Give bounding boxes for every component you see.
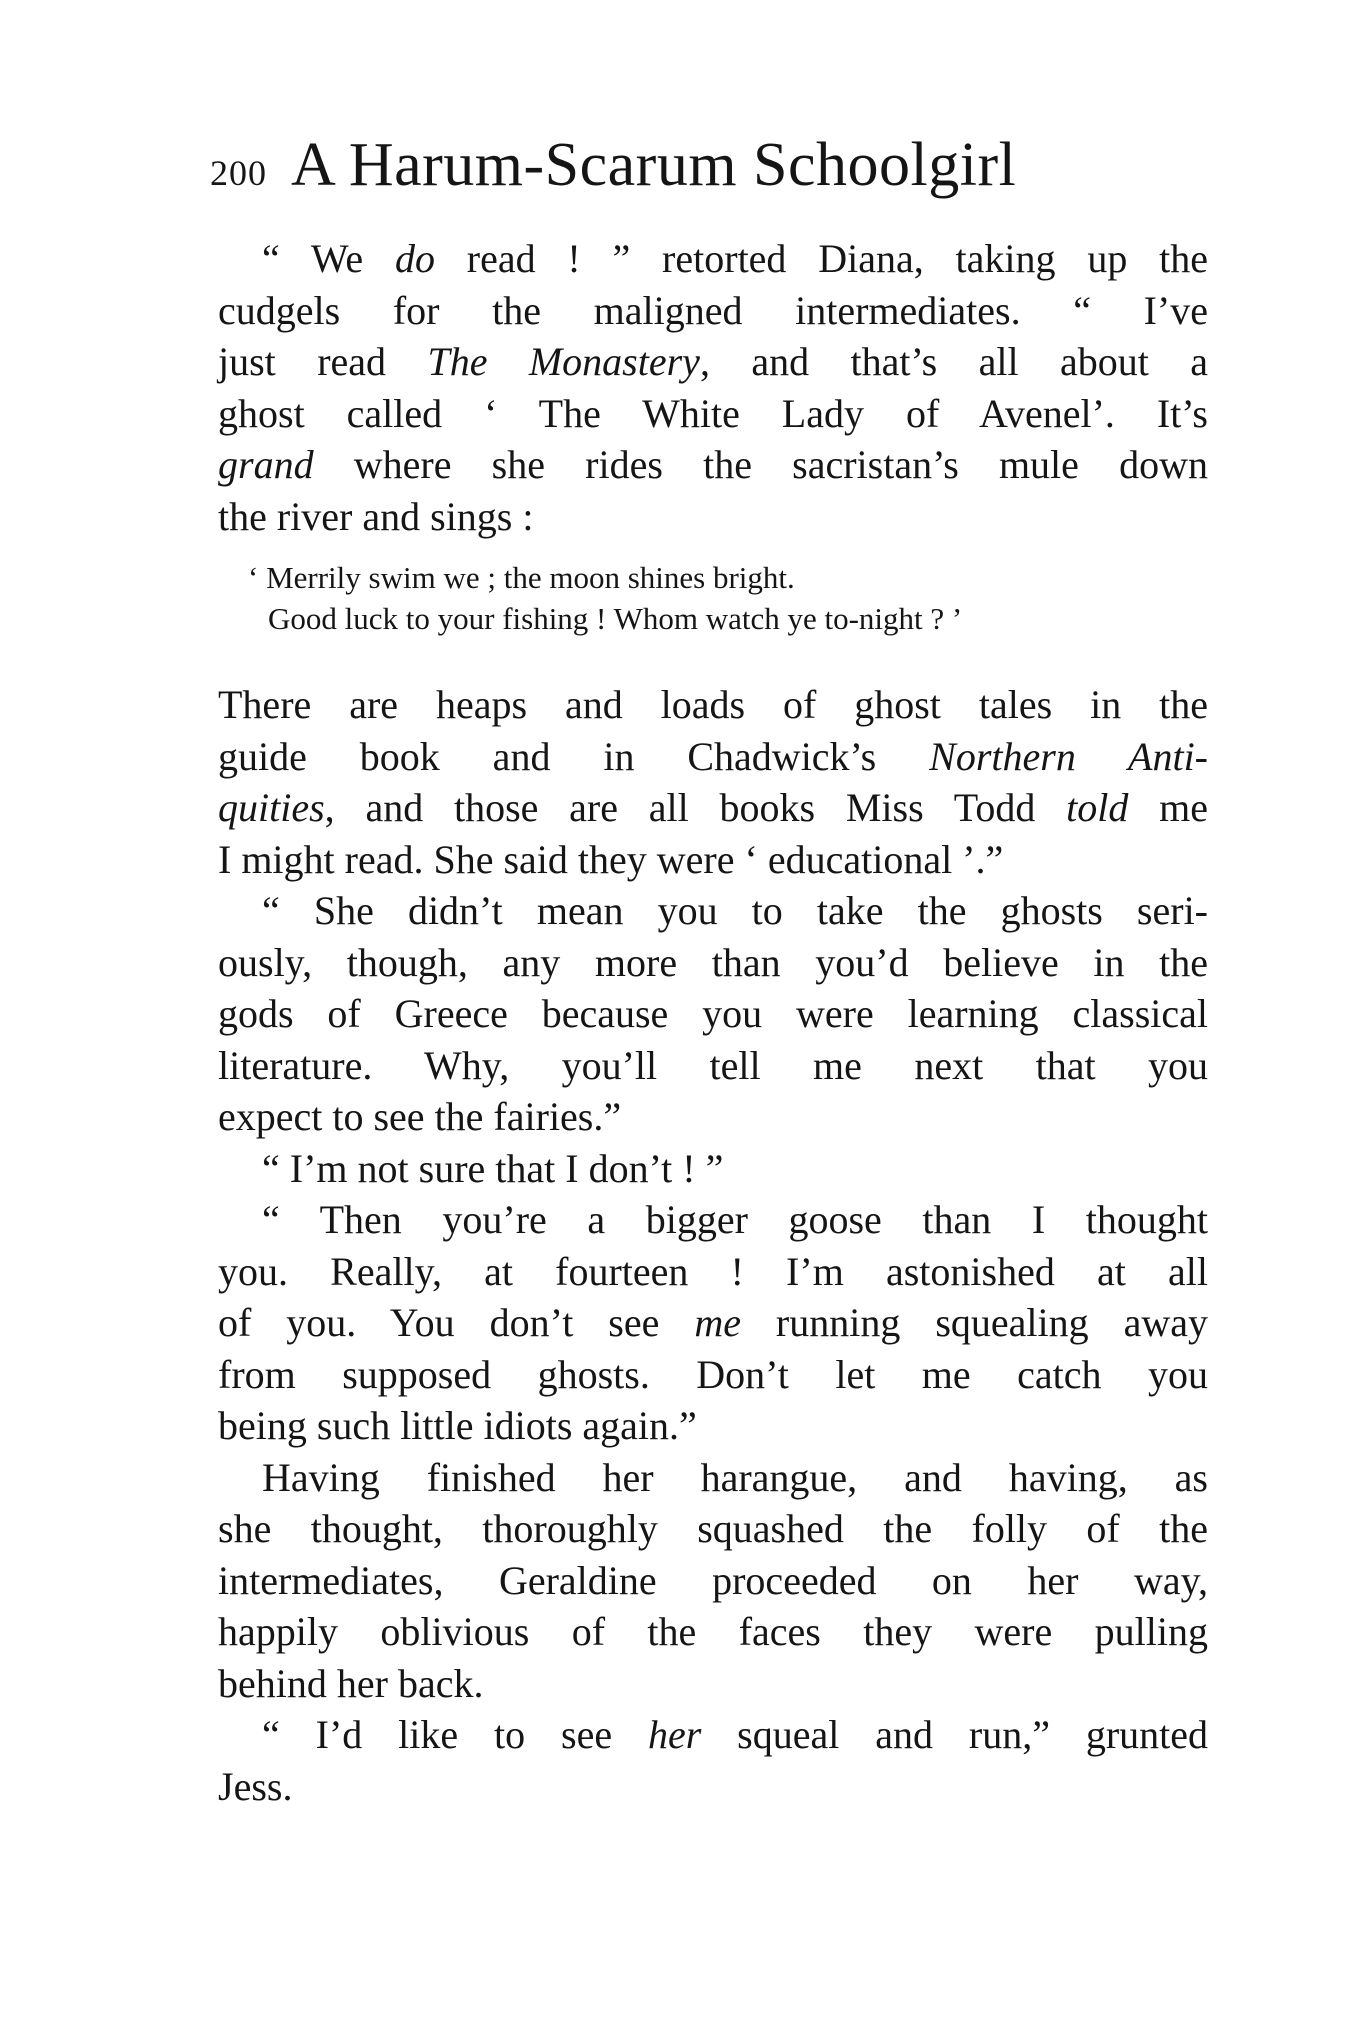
text-line: the river and sings : xyxy=(218,493,534,539)
text-line: “ We do read ! ” retorted Diana, taking up the xyxy=(262,236,1208,281)
paragraph xyxy=(218,1194,1208,1452)
verse-line: Good luck to your fishing ! Whom watch ye to-night ? ’ xyxy=(268,601,963,636)
text-line: quities, and those are all books Miss Todd told me xyxy=(218,785,1208,830)
verse-line: ‘ Merrily swim we ; the moon shines bright. xyxy=(248,560,795,595)
text-line: intermediates, Geraldine proceeded on her way, xyxy=(218,1557,1208,1603)
text-line: literature. Why, you’ll tell me next that you xyxy=(218,1042,1208,1088)
book-title-italic: Northern Anti- xyxy=(929,733,1209,779)
text-line: being such little idiots again.” xyxy=(218,1403,697,1448)
text-line: Having finished her harangue, and having, as xyxy=(262,1454,1208,1500)
italic-emphasis: her xyxy=(647,1712,702,1757)
text-line: behind her back. xyxy=(218,1660,484,1706)
page-body xyxy=(218,233,1208,1812)
paragraph xyxy=(218,679,1208,885)
text-line: “ I’d like to see her squeal and run,” grunted xyxy=(262,1712,1209,1757)
text-line: expect to see the fairies.” xyxy=(218,1094,622,1139)
text-line: she thought, thoroughly squashed the folly of the xyxy=(218,1506,1208,1551)
running-title: A Harum-Scarum Schoolgirl xyxy=(291,131,1017,199)
paragraph xyxy=(218,1709,1208,1812)
book-title-italic: The Monastery xyxy=(427,339,700,384)
text-line: just read The Monastery, and that’s all about a xyxy=(218,339,1209,384)
text-line: “ She didn’t mean you to take the ghosts seri- xyxy=(262,888,1208,933)
text-line: guide book and in Chadwick’s Northern Anti- xyxy=(218,733,1209,779)
paragraph xyxy=(218,233,1208,542)
paragraph xyxy=(218,1143,1208,1195)
book-title-italic: quities xyxy=(218,785,325,830)
text-line: “ I’m not sure that I don’t ! ” xyxy=(262,1145,724,1191)
text-line: I might read. She said they were ‘ educational ’.” xyxy=(218,836,1004,882)
text-line: you. Really, at fourteen ! I’m astonished at all xyxy=(218,1248,1208,1294)
text-line: ously, though, any more than you’d believe in the xyxy=(218,939,1208,985)
italic-emphasis: told xyxy=(1066,785,1129,830)
text-line: ghost called ‘ The White Lady of Avenel’. It’s xyxy=(218,390,1208,436)
text-line: gods of Greece because you were learning classical xyxy=(218,991,1208,1036)
text-line: “ Then you’re a bigger goose than I thought xyxy=(262,1197,1208,1242)
text-line: of you. You don’t see me running squealing away xyxy=(218,1300,1208,1345)
running-header xyxy=(210,130,1220,210)
italic-emphasis: do xyxy=(394,236,435,281)
italic-emphasis: grand xyxy=(218,442,314,487)
paragraph xyxy=(218,1452,1208,1710)
text-line: cudgels for the maligned intermediates. “ I’ve xyxy=(218,287,1208,333)
paragraph xyxy=(218,885,1208,1143)
text-line: grand where she rides the sacristan’s mule down xyxy=(218,442,1208,487)
page-number: 200 xyxy=(210,153,267,193)
text-line: There are heaps and loads of ghost tales in the xyxy=(218,682,1208,727)
text-line: happily oblivious of the faces they were pulling xyxy=(218,1609,1208,1654)
italic-emphasis: me xyxy=(694,1300,741,1345)
text-line: Jess. xyxy=(218,1763,293,1809)
verse-quotation xyxy=(218,557,1208,639)
text-line: from supposed ghosts. Don’t let me catch you xyxy=(218,1351,1208,1397)
